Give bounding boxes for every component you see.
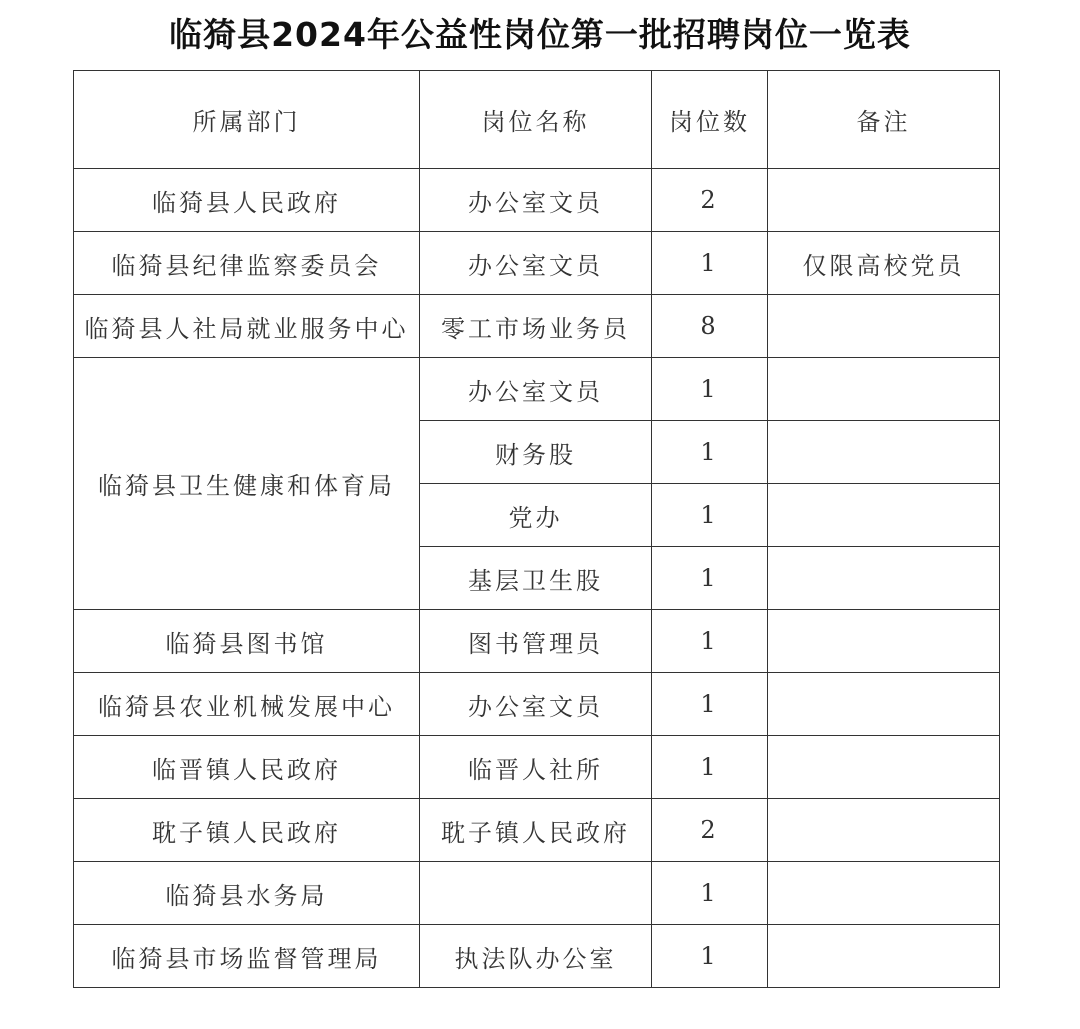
department-cell: 临猗县纪律监察委员会 bbox=[74, 232, 420, 295]
count-cell: 1 bbox=[652, 736, 768, 799]
remark-cell bbox=[768, 925, 1000, 988]
position-cell: 办公室文员 bbox=[420, 673, 652, 736]
remark-cell bbox=[768, 736, 1000, 799]
remark-cell: 仅限高校党员 bbox=[768, 232, 1000, 295]
remark-cell bbox=[768, 421, 1000, 484]
remark-cell bbox=[768, 673, 1000, 736]
table-row bbox=[74, 925, 1000, 988]
count-cell: 8 bbox=[652, 295, 768, 358]
table-row bbox=[74, 610, 1000, 673]
position-cell: 临晋人社所 bbox=[420, 736, 652, 799]
position-cell: 执法队办公室 bbox=[420, 925, 652, 988]
count-cell: 2 bbox=[652, 169, 768, 232]
header-department: 所属部门 bbox=[74, 71, 420, 169]
table-row bbox=[74, 736, 1000, 799]
position-cell: 图书管理员 bbox=[420, 610, 652, 673]
remark-cell bbox=[768, 547, 1000, 610]
header-remark: 备注 bbox=[768, 71, 1000, 169]
document-title: 临猗县2024年公益性岗位第一批招聘岗位一览表 bbox=[169, 15, 911, 54]
department-cell: 耽子镇人民政府 bbox=[74, 799, 420, 862]
remark-cell bbox=[768, 358, 1000, 421]
position-cell: 耽子镇人民政府 bbox=[420, 799, 652, 862]
position-cell: 财务股 bbox=[420, 421, 652, 484]
position-cell: 办公室文员 bbox=[420, 169, 652, 232]
header-position: 岗位名称 bbox=[420, 71, 652, 169]
department-cell: 临猗县水务局 bbox=[74, 862, 420, 925]
count-cell: 1 bbox=[652, 358, 768, 421]
count-cell: 1 bbox=[652, 421, 768, 484]
table-row bbox=[74, 169, 1000, 232]
table-row bbox=[74, 295, 1000, 358]
position-cell: 办公室文员 bbox=[420, 232, 652, 295]
department-cell: 临猗县图书馆 bbox=[74, 610, 420, 673]
table-header-row bbox=[74, 71, 1000, 169]
remark-cell bbox=[768, 610, 1000, 673]
department-cell: 临晋镇人民政府 bbox=[74, 736, 420, 799]
positions-table bbox=[73, 70, 1000, 988]
department-cell-merged: 临猗县卫生健康和体育局 bbox=[74, 358, 420, 610]
position-cell: 基层卫生股 bbox=[420, 547, 652, 610]
department-cell: 临猗县人社局就业服务中心 bbox=[74, 295, 420, 358]
table-row bbox=[74, 799, 1000, 862]
count-cell: 1 bbox=[652, 484, 768, 547]
count-cell: 1 bbox=[652, 232, 768, 295]
table-row bbox=[74, 232, 1000, 295]
count-cell: 1 bbox=[652, 862, 768, 925]
count-cell: 1 bbox=[652, 925, 768, 988]
position-cell: 党办 bbox=[420, 484, 652, 547]
count-cell: 1 bbox=[652, 610, 768, 673]
remark-cell bbox=[768, 862, 1000, 925]
department-cell: 临猗县市场监督管理局 bbox=[74, 925, 420, 988]
table-row bbox=[74, 862, 1000, 925]
department-cell: 临猗县人民政府 bbox=[74, 169, 420, 232]
position-cell bbox=[420, 862, 652, 925]
table-row bbox=[74, 358, 1000, 421]
remark-cell bbox=[768, 484, 1000, 547]
remark-cell bbox=[768, 799, 1000, 862]
position-cell: 零工市场业务员 bbox=[420, 295, 652, 358]
remark-cell bbox=[768, 295, 1000, 358]
remark-cell bbox=[768, 169, 1000, 232]
header-count: 岗位数 bbox=[652, 71, 768, 169]
table-row bbox=[74, 673, 1000, 736]
count-cell: 2 bbox=[652, 799, 768, 862]
count-cell: 1 bbox=[652, 673, 768, 736]
department-cell: 临猗县农业机械发展中心 bbox=[74, 673, 420, 736]
position-cell: 办公室文员 bbox=[420, 358, 652, 421]
count-cell: 1 bbox=[652, 547, 768, 610]
